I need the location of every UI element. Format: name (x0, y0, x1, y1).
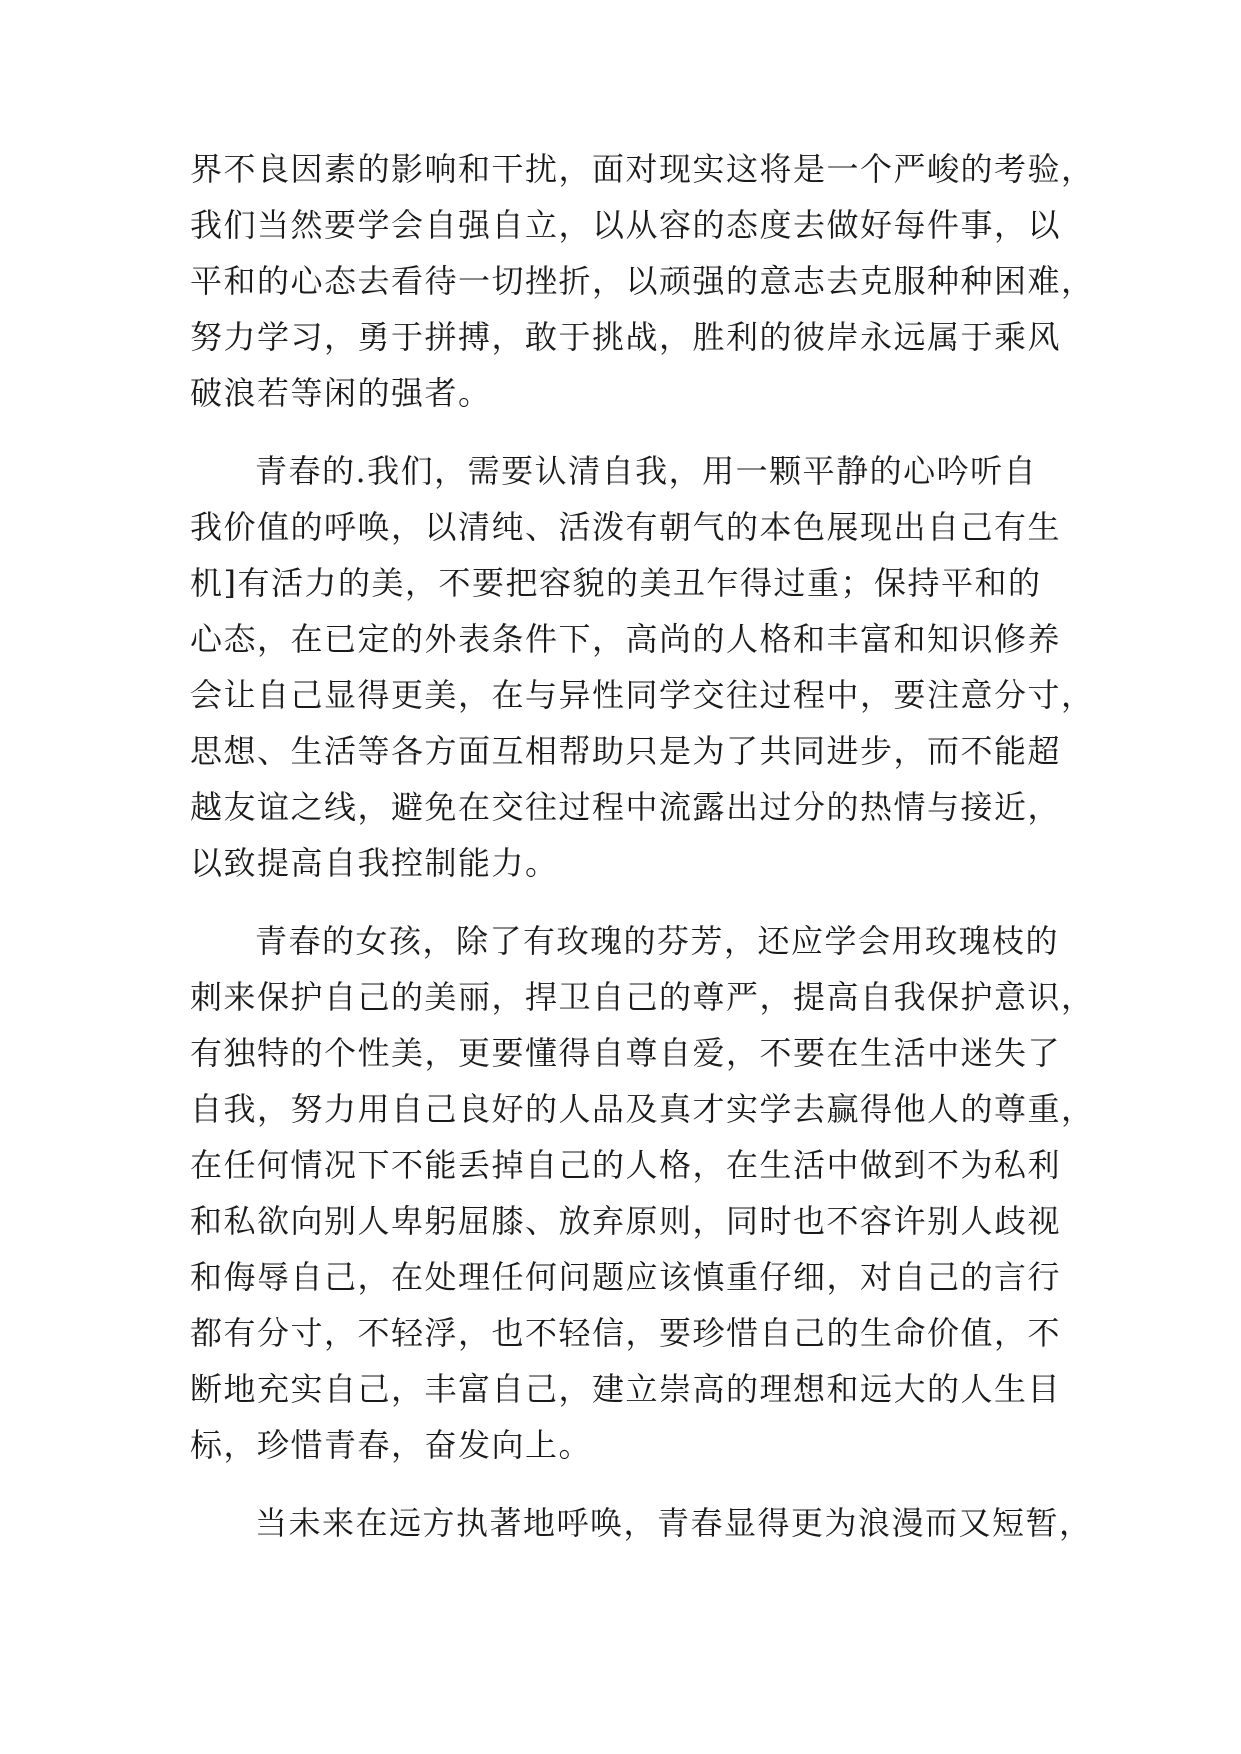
text-line: 刺来保护自己的美丽，捍卫自己的尊严，提高自我保护意识， (190, 978, 1095, 1016)
text-line: 都有分寸，不轻浮，也不轻信，要珍惜自己的生命价值，不 (190, 1314, 1062, 1352)
text-line: 机]有活力的美，不要把容貌的美丑乍得过重；保持平和的 (190, 564, 1042, 602)
text-line: 以致提高自我控制能力。 (190, 844, 559, 882)
text-line: 界不良因素的影响和干扰，面对现实这将是一个严峻的考验， (190, 150, 1095, 188)
text-line: 努力学习，勇于拼搏，敢于挑战，胜利的彼岸永远属于乘风 (190, 318, 1062, 356)
text-line: 会让自己显得更美，在与异性同学交往过程中，要注意分寸， (190, 676, 1095, 714)
text-line: 在任何情况下不能丢掉自己的人格，在生活中做到不为私利 (190, 1146, 1062, 1184)
paragraph-first-line: 青春的.我们，需要认清自我，用一颗平静的心吟听自 (255, 452, 1038, 490)
text-line: 破浪若等闲的强者。 (190, 374, 492, 412)
text-line: 平和的心态去看待一切挫折，以顽强的意志去克服种种困难， (190, 262, 1095, 300)
paragraph-first-line: 当未来在远方执著地呼唤，青春显得更为浪漫而又短暂， (255, 1504, 1093, 1542)
text-line: 心态，在已定的外表条件下，高尚的人格和丰富和知识修养 (190, 620, 1062, 658)
text-line: 我价值的呼唤，以清纯、活泼有朝气的本色展现出自己有生 (190, 508, 1062, 546)
text-line: 和私欲向别人卑躬屈膝、放弃原则，同时也不容许别人歧视 (190, 1202, 1062, 1240)
paragraph-first-line: 青春的女孩，除了有玫瑰的芬芳，还应学会用玫瑰枝的 (255, 922, 1060, 960)
text-line: 越友谊之线，避免在交往过程中流露出过分的热情与接近， (190, 788, 1062, 826)
text-line: 我们当然要学会自强自立，以从容的态度去做好每件事，以 (190, 206, 1062, 244)
text-line: 自我，努力用自己良好的人品及真才实学去赢得他人的尊重， (190, 1090, 1095, 1128)
text-line: 断地充实自己，丰富自己，建立崇高的理想和远大的人生目 (190, 1370, 1062, 1408)
text-line: 思想、生活等各方面互相帮助只是为了共同进步，而不能超 (190, 732, 1062, 770)
text-line: 有独特的个性美，更要懂得自尊自爱，不要在生活中迷失了 (190, 1034, 1062, 1072)
text-line: 和侮辱自己，在处理任何问题应该慎重仔细，对自己的言行 (190, 1258, 1062, 1296)
text-line: 标，珍惜青春，奋发向上。 (190, 1426, 593, 1464)
